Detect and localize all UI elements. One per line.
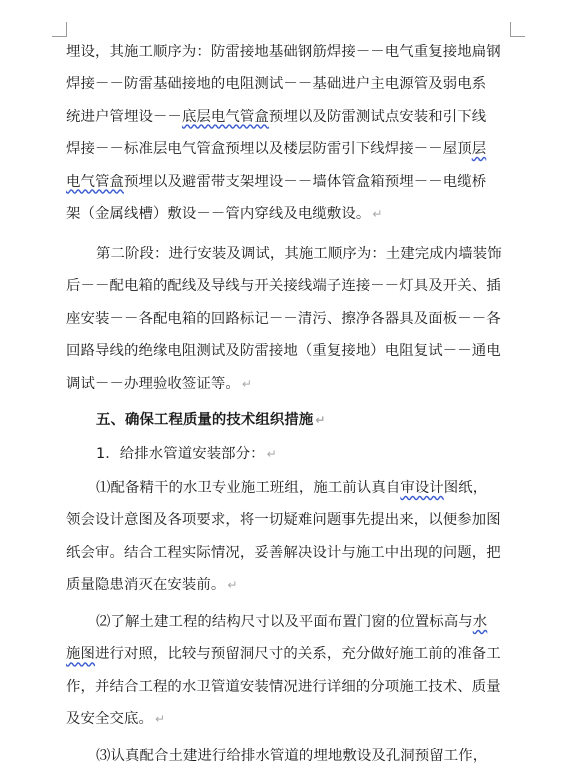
text-line: ⑴配备精干的水卫专业施工班组，施工前认真自审设计图纸， xyxy=(96,480,488,496)
text-line: ⑶认真配合土建进行给排水管道的埋地敷设及孔洞预留工作， xyxy=(96,748,488,764)
paragraph-item-2[interactable] xyxy=(66,606,512,736)
subsection-water-supply[interactable] xyxy=(66,438,512,470)
section-heading[interactable] xyxy=(66,404,512,436)
spellcheck-underline: 水 xyxy=(472,614,488,630)
spellcheck-underline: 层 xyxy=(471,141,487,158)
paragraph-mark: ↵ xyxy=(372,206,383,221)
paragraph-mark: ↵ xyxy=(241,376,253,391)
spellcheck-underline: 底层电气管盒 xyxy=(181,108,269,125)
text-line: 回路导线的绝缘电阻测试及防雷接地（重复接地）电阻复试－－通电 xyxy=(66,343,501,360)
heading-line xyxy=(66,404,512,436)
text-line xyxy=(66,198,512,230)
text-line: ⑵了解土建工程的结构尺寸以及平面布置门窗的位置标高与水 xyxy=(96,614,488,630)
text-line: 电气管盒预埋以及避雷带支架埋设－－墙体管盒箱预埋－－电缆桥 xyxy=(66,173,487,190)
line-text: 及安全交底。 xyxy=(66,711,153,728)
text-line: 后－－配电箱的配线及导线与开关接线端子连接－－灯具及开关、插 xyxy=(66,278,501,295)
paragraph-mark: ↵ xyxy=(315,413,326,427)
text-line xyxy=(66,368,512,400)
line-text: 质量隐患消灭在安装前。 xyxy=(66,577,226,594)
text-line: 领会设计意图及各项要求，将一切疑难问题事先提出来，以便参加图 xyxy=(66,512,501,529)
spellcheck-underline: 电气管盒 xyxy=(66,173,124,190)
text-line: 第二阶段：进行安装及调试，其施工顺序为：土建完成内墙装饰 xyxy=(96,246,502,262)
text-line: 统进户管埋设－－底层电气管盒预埋以及防雷测试点安装和引下线 xyxy=(66,108,487,125)
paragraph-item-3[interactable] xyxy=(66,740,512,772)
paragraph-item-1[interactable] xyxy=(66,472,512,602)
text-line: 作，并结合工程的水卫管道安装情况进行详细的分项施工技术、质量 xyxy=(66,678,501,695)
spellcheck-underline: 施图 xyxy=(66,646,95,663)
paragraph-mark: ↵ xyxy=(227,578,238,593)
text-line: 施图进行对照，比较与预留洞尺寸的关系，充分做好施工前的准备工 xyxy=(66,646,501,663)
text-line xyxy=(66,703,512,735)
heading-text: 五、确保工程质量的技术组织措施 xyxy=(96,412,314,428)
text-line: 座安装－－各配电箱的回路标记－－清污、擦净各器具及面板－－各 xyxy=(66,310,501,327)
line-text: 调试－－办理验收签证等。 xyxy=(66,375,240,392)
text-line: 纸会审。结合工程实际情况，妥善解决设计与施工中出现的问题，把 xyxy=(66,544,501,561)
line-text: 架（金属线槽）敷设－－管内穿线及电缆敷设。 xyxy=(66,205,371,222)
text-line: 焊接－－防雷基础接地的电阻测试－－基础进户主电源管及弱电系 xyxy=(66,76,487,93)
crop-mark-top-left xyxy=(52,22,67,37)
paragraph-mark: ↵ xyxy=(266,447,277,461)
text-line xyxy=(66,569,512,601)
text-line xyxy=(66,438,512,470)
text-line: 焊接－－标准层电气管盒预埋以及楼层防雷引下线焊接－－屋顶层 xyxy=(66,141,487,158)
crop-mark-top-right xyxy=(510,22,525,37)
text-line: 埋设，其施工顺序为：防雷接地基础钢筋焊接－－电气重复接地扁钢 xyxy=(66,44,501,60)
paragraph-construction-sequence[interactable] xyxy=(66,36,512,230)
spellcheck-underline: 审设计 xyxy=(400,480,444,496)
paragraph-stage-two[interactable] xyxy=(66,238,512,400)
line-text: 1．给排水管道安装部分： xyxy=(96,446,265,462)
paragraph-mark: ↵ xyxy=(154,712,166,727)
